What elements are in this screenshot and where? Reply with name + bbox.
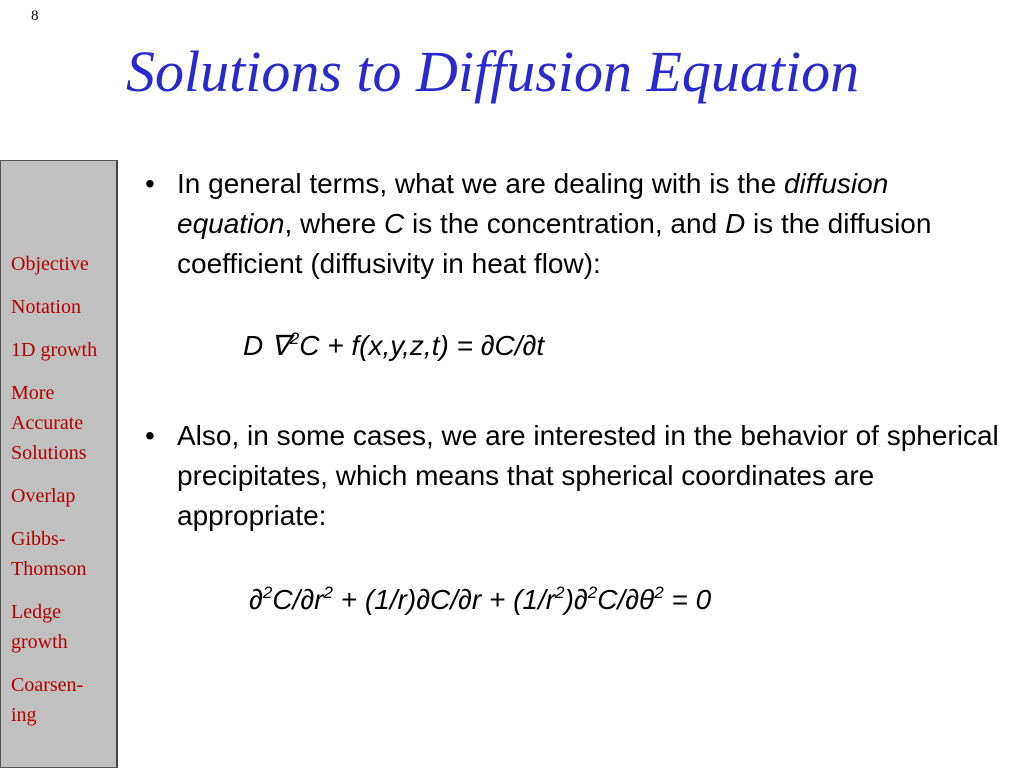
equation-part: C + f(x,y,z,t) = ∂C/∂t [299,330,545,361]
bullet-text-italic: diffusion equation [177,168,889,239]
bullet-marker: • [145,420,155,451]
page-number: 8 [31,8,39,24]
bullet-text-italic: D [724,208,746,239]
sidebar-nav [0,160,118,768]
equation-part: = 0 [663,584,712,615]
equation-superscript: 2 [289,329,300,348]
equation-superscript: 2 [262,583,273,602]
equation-part: C/∂θ [597,584,655,615]
bullet-text: , where [284,208,385,239]
bullet-text-italic: C [384,208,405,239]
equation-diffusion [243,326,544,366]
bullet-text: In general terms, what we are dealing with is the [177,168,784,199]
sidebar-item-gibbs-thomson[interactable]: Gibbs- Thomson [11,528,87,580]
equation-part: )∂ [564,584,588,615]
equation-superscript: 2 [555,583,565,602]
equation-part: ∂ [249,584,263,615]
sidebar-item-coarsening[interactable]: Coarsen- ing [11,674,84,726]
sidebar-item-notation[interactable]: Notation [11,296,81,318]
bullet-text: is the concentration, and [404,208,725,239]
equation-part: + (1/r)∂C/∂r + (1/r [332,584,556,615]
sidebar-item-more-accurate-solutions[interactable]: More Accurate Solutions [11,382,87,464]
sidebar-item-overlap[interactable]: Overlap [11,485,76,507]
equation-part: D ∇ [243,330,290,361]
equation-superscript: 2 [323,583,333,602]
slide-title: Solutions to Diffusion Equation [126,39,860,104]
bullet-marker: • [145,168,155,199]
equation-superscript: 2 [654,583,664,602]
equation-spherical [249,580,711,620]
sidebar-list [11,249,123,743]
sidebar-item-1d-growth[interactable]: 1D growth [11,339,98,361]
equation-superscript: 2 [587,583,598,602]
bullet-spherical-coordinates [145,416,1005,536]
bullet-diffusion-equation [145,164,1005,284]
sidebar-item-ledge-growth[interactable]: Ledge growth [11,601,68,653]
bullet-text: is the diffusion coefficient (diffusivity in heat flow): [177,208,932,279]
equation-part: C/∂r [272,584,324,615]
sidebar-item-objective[interactable]: Objective [11,253,89,275]
bullet-text: Also, in some cases, we are interested in the behavior of spherical precipitates, which means that spherical coordinates are appropriate: [177,420,999,531]
